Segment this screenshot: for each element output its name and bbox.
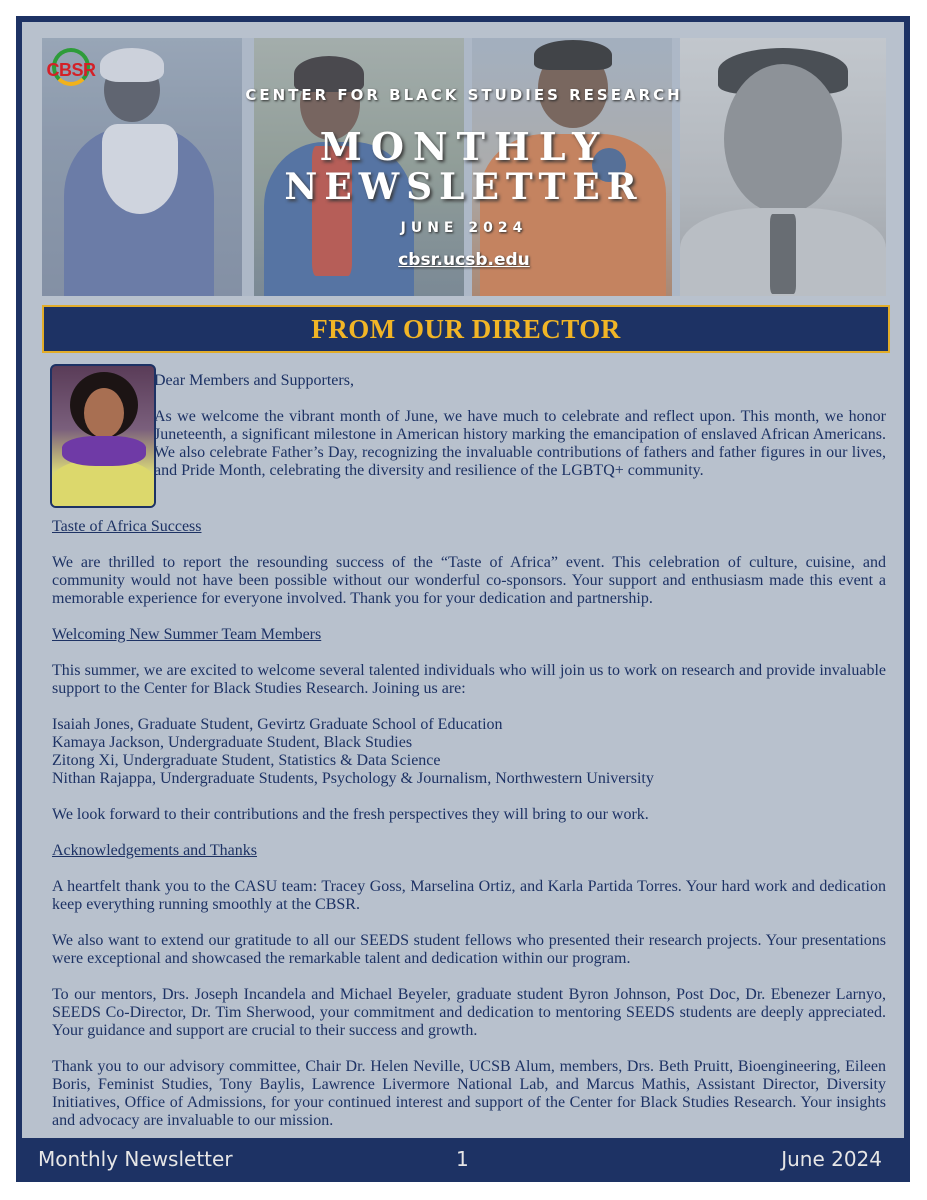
welcome-heading: Welcoming New Summer Team Members — [52, 626, 322, 643]
ack-paragraph-4: Thank you to our advisory committee, Chair Dr. Helen Neville, UCSB Alum, members, Drs. Beth Pruitt, Bioengineering, Eileen Boris, Feminist Studies, Tony Baylis, Lawrence Livermore National Lab, and Marcus Mathis, Assistant Director, Diversity Initiatives, Office of Admissions, for your continued interest and support of the Center for Black Studies Research. Your insights and advocacy are invaluable to our mission. — [52, 1058, 886, 1129]
website-link[interactable]: cbsr.ucsb.edu — [398, 250, 530, 270]
footer-date: June 2024 — [781, 1147, 882, 1171]
taste-body: We are thrilled to report the resounding success of the “Taste of Africa” event. This celebration of culture, cuisine, and community would not have been possible without our wonderful co-sponsors. Your support and enthusiasm made this event a memorable experience for everyone involved. Thank you for your dedication and partnership. — [52, 554, 886, 607]
ack-paragraph-1: A heartfelt thank you to the CASU team: Tracey Goss, Marselina Ortiz, and Karla Partida Torres. Your hard work and dedication keep everything running smoothly at the CBSR. — [52, 878, 886, 913]
taste-heading: Taste of Africa Success — [52, 518, 202, 535]
greeting: Dear Members and Supporters, — [154, 372, 354, 389]
newsletter-page — [16, 16, 910, 1180]
footer-title: Monthly Newsletter — [38, 1147, 233, 1171]
main-content — [52, 518, 886, 1130]
welcome-body: This summer, we are excited to welcome several talented individuals who will join us to work on research and provide invaluable support to the Center for Black Studies Research. Joining us are: — [52, 662, 886, 697]
title-line-1: MONTHLY — [319, 124, 609, 169]
logo-text: CBSR — [46, 60, 96, 80]
header-banner — [42, 38, 886, 296]
issue-date: JUNE 2024 — [400, 220, 528, 236]
member-item: Zitong Xi, Undergraduate Student, Statistics & Data Science — [52, 752, 441, 769]
member-item: Kamaya Jackson, Undergraduate Student, Black Studies — [52, 734, 413, 751]
center-name: CENTER FOR BLACK STUDIES RESEARCH — [245, 86, 683, 104]
section-header-bar — [42, 305, 890, 353]
member-item: Nithan Rajappa, Undergraduate Students, Psychology & Journalism, Northwestern University — [52, 770, 654, 787]
director-photo — [50, 364, 156, 508]
title-line-2: NEWSLETTER — [284, 166, 644, 208]
section-title: FROM OUR DIRECTOR — [311, 314, 621, 344]
intro-paragraph: As we welcome the vibrant month of June, we have much to celebrate and reflect upon. This month, we honor Juneteenth, a significant milestone in American history marking the emancipation of enslaved African Americans. We also celebrate Father’s Day, recognizing the invaluable contributions of fathers and father figures in our lives, and Pride Month, celebrating the diversity and resilience of the LGBTQ+ community. — [154, 408, 886, 479]
ack-paragraph-2: We also want to extend our gratitude to all our SEEDS student fellows who presented their research projects. Your presentations were exceptional and showcased the remarkable talent and dedication within our program. — [52, 932, 886, 967]
ack-paragraph-3: To our mentors, Drs. Joseph Incandela and Michael Beyeler, graduate student Byron Johnson, Post Doc, Dr. Ebenezer Larnyo, SEEDS Co-Director, Dr. Tim Sherwood, your commitment and dedication to mentoring SEEDS students are deeply appreciated. Your guidance and support are crucial to their success and growth. — [52, 986, 886, 1039]
member-item: Isaiah Jones, Graduate Student, Gevirtz Graduate School of Education — [52, 716, 503, 733]
page-footer — [16, 1138, 910, 1182]
welcome-closing: We look forward to their contributions and the fresh perspectives they will bring to our work. — [52, 806, 649, 823]
page-number: 1 — [456, 1147, 469, 1171]
ack-heading: Acknowledgements and Thanks — [52, 842, 257, 859]
